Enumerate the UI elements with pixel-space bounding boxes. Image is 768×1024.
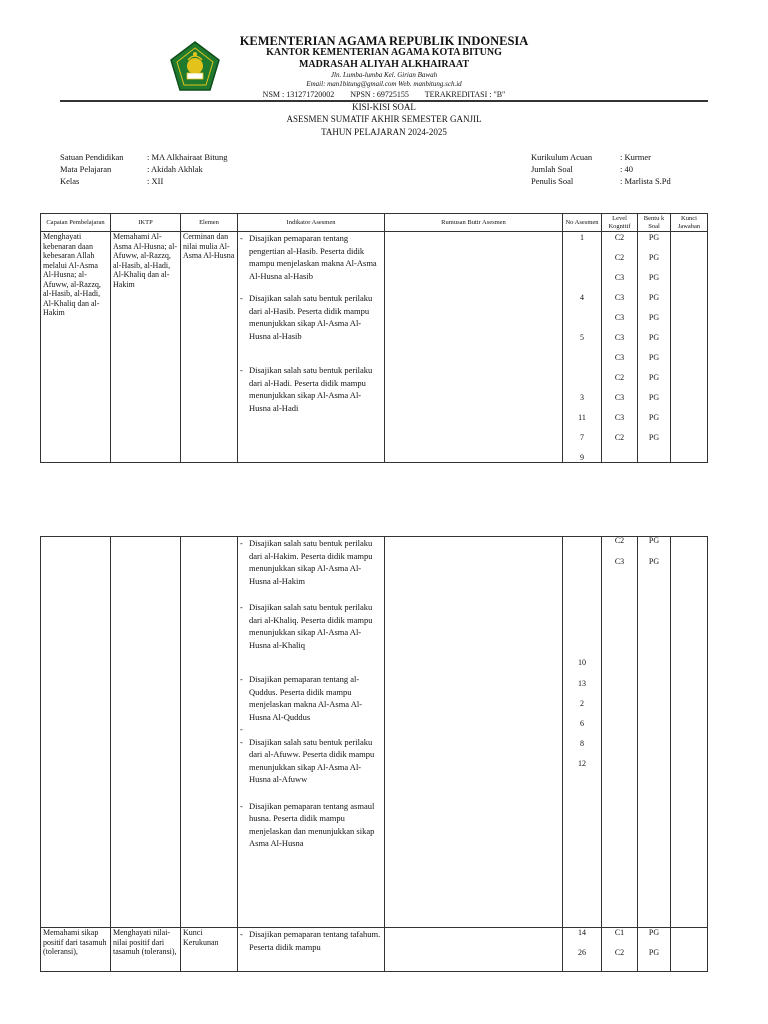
ministry-name: KEMENTERIAN AGAMA REPUBLIK INDONESIA xyxy=(239,34,529,48)
level-value: C1 xyxy=(614,928,625,937)
cell-elemen xyxy=(181,537,238,928)
bentuk-value: PG xyxy=(648,253,660,262)
info-label-jumlah: Jumlah Soal xyxy=(531,164,573,174)
level-value: C2 xyxy=(614,373,625,382)
level-value: C2 xyxy=(614,433,625,442)
no-value: 6 xyxy=(580,719,584,728)
indicator-item: - Disajikan salah satu bentuk perilaku dari al-Hasib. Peserta didik mampu menunjukkan sikap Al-Asma Al-Husna al-Hasib xyxy=(240,293,373,341)
info-label-kurikulum: Kurikulum Acuan xyxy=(531,152,593,162)
doc-title: KISI-KISI SOAL xyxy=(352,102,416,112)
level-value: C3 xyxy=(614,353,625,362)
cell-no xyxy=(563,537,602,928)
no-value: 14 xyxy=(578,928,586,937)
bentuk-value: PG xyxy=(648,393,660,402)
cell-bentuk xyxy=(638,928,671,972)
level-value: C3 xyxy=(614,293,625,302)
cell-kunci xyxy=(671,232,708,463)
bentuk-value: PG xyxy=(648,293,660,302)
level-value: C3 xyxy=(614,413,625,422)
cell-kunci xyxy=(671,537,708,928)
level-value: C2 xyxy=(614,948,625,957)
level-value: C3 xyxy=(614,393,625,402)
level-value: C3 xyxy=(614,313,625,322)
info-label-satuan: Satuan Pendidikan xyxy=(60,152,124,162)
info-value-mapel: : Akidah Akhlak xyxy=(147,164,203,174)
info-value-penulis: : Marlista S.Pd xyxy=(620,176,671,186)
level-value: C2 xyxy=(614,233,625,242)
info-value-kelas: : XII xyxy=(147,176,164,186)
no-value: 9 xyxy=(580,453,584,462)
no-value: 10 xyxy=(578,658,586,667)
cell-iktp: Memahami Al-Asma Al-Husna; al-Afuww, al-Razzq, al-Hasib, al-Hadi, Al-Khaliq dan al-Hakim xyxy=(111,232,181,463)
cell-indikator xyxy=(238,928,385,972)
header-no: No Asesmen xyxy=(563,214,602,232)
cell-cp: Memahami sikap positif dari tasamuh (toleransi), xyxy=(41,928,111,972)
cell-rumusan xyxy=(385,232,563,463)
header-elemen: Elemen xyxy=(181,214,238,232)
school-name: MADRASAH ALIYAH ALKHAIRAAT xyxy=(298,59,470,70)
cell-elemen: Kunci Kerukunan xyxy=(181,928,238,972)
no-value: 26 xyxy=(578,948,586,957)
cell-indikator xyxy=(238,232,385,463)
indicator-item: - Disajikan pemaparan tentang pengertian al-Hasib. Peserta didik mampu menjelaskan makna Al-Asma Al-Husna al-Hasib xyxy=(240,233,377,281)
bentuk-value: PG xyxy=(648,413,660,422)
indicator-item: - xyxy=(240,724,243,734)
bentuk-value: PG xyxy=(648,313,660,322)
no-value: 12 xyxy=(578,759,586,768)
cell-kunci xyxy=(671,928,708,972)
info-label-mapel: Mata Pelajaran xyxy=(60,164,112,174)
cell-no xyxy=(563,928,602,972)
cell-cp xyxy=(41,537,111,928)
kisi-table-page2 xyxy=(40,536,708,972)
info-label-kelas: Kelas xyxy=(60,176,80,186)
no-value: 11 xyxy=(578,413,586,422)
no-value: 13 xyxy=(578,679,586,688)
level-value: C3 xyxy=(614,557,625,566)
bentuk-value: PG xyxy=(648,273,660,282)
header-indikator: Indikator Asesmen xyxy=(238,214,385,232)
info-value-jumlah: : 40 xyxy=(620,164,633,174)
info-label-penulis: Penulis Soal xyxy=(531,176,574,186)
school-contact: Email: man1bitung@gmail.com Web. manbitung.sch.id xyxy=(306,80,462,88)
office-name: KANTOR KEMENTERIAN AGAMA KOTA BITUNG xyxy=(266,47,502,58)
indicator-item: - Disajikan salah satu bentuk perilaku dari al-Khaliq. Peserta didik mampu menunjukkan sikap Al-Asma Al-Husna al-Khaliq xyxy=(240,602,373,650)
cell-elemen: Cerminan dan nilai mulia Al-Asma Al-Husna xyxy=(181,232,238,463)
indicator-item: - Disajikan salah satu bentuk perilaku dari al-Afuww. Peserta didik mampu menunjukkan sikap Al-Asma Al-Husna al-Afuww xyxy=(240,736,375,784)
school-ids: NSM : 131271720002 NPSN : 69725155 TERAKREDITASI : "B" xyxy=(262,90,506,99)
cell-indikator xyxy=(238,537,385,928)
doc-year: TAHUN PELAJARAN 2024-2025 xyxy=(321,127,447,137)
no-value: 8 xyxy=(580,739,584,748)
bentuk-value: PG xyxy=(648,557,660,566)
cell-cp: Menghayati kebenaran daan kebesaran Allah melalui Al-Asma Al-Husna; al-Afuww, al-Razzq, al-Hasib, al-Hadi, Al-Khaliq dan al-Hakim xyxy=(41,232,111,463)
doc-subtitle: ASESMEN SUMATIF AKHIR SEMESTER GANJIL xyxy=(286,114,482,124)
header-level: Level Kognitif xyxy=(602,214,638,232)
indicator-item: - Disajikan salah satu bentuk perilaku dari al-Hakim. Peserta didik mampu menunjukkan sikap Al-Asma Al-Husna al-Hakim xyxy=(240,538,373,586)
info-value-satuan: : MA Alkhairaat Bitung xyxy=(147,152,228,162)
bentuk-value: PG xyxy=(648,433,660,442)
header-kunci: Kunci Jawaban xyxy=(671,214,708,232)
bentuk-value: PG xyxy=(648,948,660,957)
header-iktp: IKTP xyxy=(111,214,181,232)
cell-level xyxy=(602,537,638,928)
bentuk-value: PG xyxy=(648,333,660,342)
cell-no xyxy=(563,232,602,463)
no-value: 1 xyxy=(580,233,584,242)
bentuk-value: PG xyxy=(648,353,660,362)
kisi-table-page1 xyxy=(40,213,708,463)
no-value: 3 xyxy=(580,393,584,402)
no-value: 4 xyxy=(580,293,584,302)
info-value-kurikulum: : Kurmer xyxy=(620,152,651,162)
cell-rumusan xyxy=(385,928,563,972)
cell-iktp xyxy=(111,537,181,928)
school-address: Jln. Lumba-lumba Kel. Girian Bawah xyxy=(330,71,438,79)
no-value: 5 xyxy=(580,333,584,342)
bentuk-value: PG xyxy=(648,928,660,937)
no-value: 7 xyxy=(580,433,584,442)
indicator-item: - Disajikan salah satu bentuk perilaku dari al-Hadi. Peserta didik mampu menunjukkan sikap Al-Asma Al-Husna al-Hadi xyxy=(240,365,373,413)
header-rumusan: Rumusan Butir Asesmen xyxy=(385,214,563,232)
cell-rumusan xyxy=(385,537,563,928)
level-value: C2 xyxy=(614,536,625,545)
level-value: C3 xyxy=(614,333,625,342)
bentuk-value: PG xyxy=(648,233,660,242)
indicator-item: - Disajikan pemaparan tentang asmaul husna. Peserta didik mampu menjelaskan dan menunjukkan sikap Asma Al-Husna xyxy=(240,800,375,848)
bentuk-value: PG xyxy=(648,373,660,382)
indicator-item: - Disajikan pemaparan tentang al-Quddus. Peserta didik mampu menjelaskan makna Al-Asma Al-Husna Al-Quddus xyxy=(240,674,363,722)
cell-level xyxy=(602,232,638,463)
level-value: C3 xyxy=(614,273,625,282)
level-value: C2 xyxy=(614,253,625,262)
cell-level xyxy=(602,928,638,972)
indicator-item: - Disajikan pemaparan tentang tafahum. Peserta didik mampu xyxy=(240,929,381,952)
header-cp: Capaian Pembelajaran xyxy=(41,214,111,232)
header-bentuk: Bentu k Soal xyxy=(638,214,671,232)
cell-bentuk xyxy=(638,232,671,463)
bentuk-value: PG xyxy=(648,536,660,545)
cell-bentuk xyxy=(638,537,671,928)
cell-iktp: Menghayati nilai-nilai positif dari tasamuh (toleransi), xyxy=(111,928,181,972)
no-value: 2 xyxy=(580,699,584,708)
